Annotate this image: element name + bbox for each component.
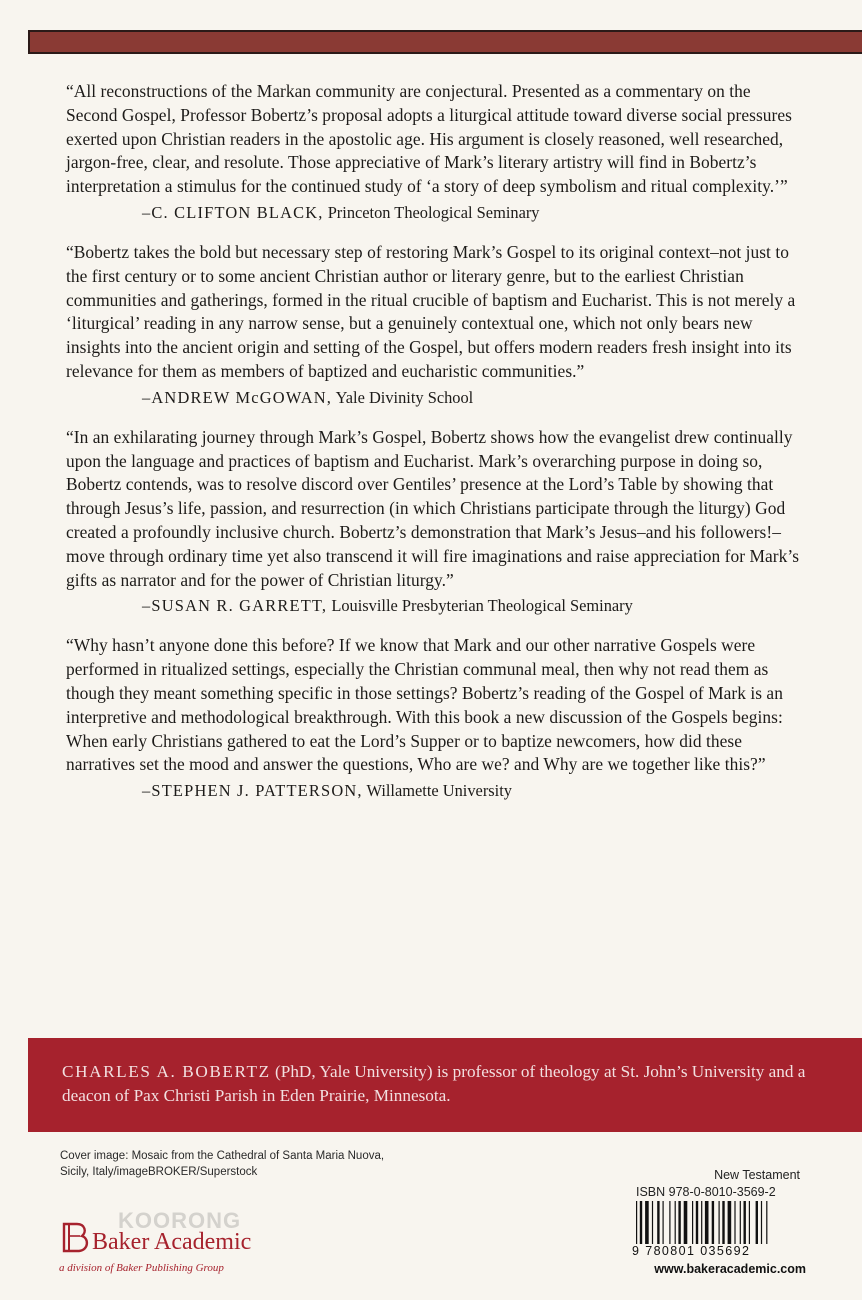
endorser-name: –SUSAN R. GARRETT, <box>142 596 328 616</box>
endorser-name: –ANDREW McGOWAN, <box>142 387 333 407</box>
barcode-digits: 9 780801 035692 <box>628 1244 807 1261</box>
publisher-name: Baker Academic <box>92 1229 252 1255</box>
endorser-name: –C. CLIFTON BLACK, <box>142 202 324 222</box>
endorsement <box>66 426 806 618</box>
endorser-affiliation: Princeton Theological Seminary <box>327 202 540 222</box>
endorsement-quote: “Bobertz takes the bold but necessary step of restoring Mark’s Gospel to its original context–not just to the first century or to some ancient Christian author or literary genre, but to the earliest Christian communities and gatherings, formed in the ritual crucible of baptism and Eucharist. This is not merely a ‘liturgical’ reading in any narrow sense, but a genuinely contextual one, which not only bears new insights into the ancient origin and setting of the Gospel, but offers modern readers fresh insight into its relevance for them as members of baptized and eucharistic communities.” <box>66 241 796 381</box>
watermark: KOORONG <box>118 1208 242 1233</box>
endorser-name: –STEPHEN J. PATTERSON, <box>142 781 363 801</box>
endorsement-attribution <box>142 780 806 802</box>
isbn: ISBN 978-0-8010-3569-2 <box>636 1185 776 1199</box>
endorsement-quote: “All reconstructions of the Markan community are conjectural. Presented as a commentary on the Second Gospel, Professor Bobertz’s proposal adopts a liturgical attitude toward diverse social pressures exerted upon Christian readers in the apostolic age. His argument is closely reasoned, well researched, jargon-free, clear, and resolute. Those appreciative of Mark’s literary artistry will find in Bobertz’s interpretation a stimulus for the continued study of ‘a story of deep symbolism and ritual complexity.’” <box>66 81 792 197</box>
publisher-subtitle: a division of Baker Publishing Group <box>59 1262 224 1274</box>
author-bio-band <box>28 1038 862 1132</box>
endorsement <box>66 80 806 224</box>
endorser-affiliation: Louisville Presbyterian Theological Seminary <box>331 596 633 616</box>
endorsement-quote: “Why hasn’t anyone done this before? If we know that Mark and our other narrative Gospels were performed in ritualized settings, especially the Christian communal meal, then why not read them as though they meant something specific in those settings? Bobertz’s reading of the Gospel of Mark is an interpretive and methodological breakthrough. With this book a new discussion of the Gospels begins: When early Christians gathered to eat the Lord’s Supper or to baptize newcomers, how did these narratives set the mood and answer the questions, Who are we? and Why are we together like this?” <box>66 635 783 775</box>
author-name: CHARLES A. BOBERTZ <box>62 1062 271 1081</box>
author-bio <box>62 1060 832 1108</box>
endorsement-attribution <box>142 202 806 224</box>
author-bio-text: (PhD, Yale University) is professor of theology at St. John’s University and a deacon of Pax Christi Parish in Eden Prairie, Minnesota. <box>62 1062 806 1105</box>
baker-b-icon <box>58 1220 92 1262</box>
endorsement-attribution <box>142 387 806 409</box>
endorsement <box>66 241 806 409</box>
endorser-affiliation: Willamette University <box>366 781 512 801</box>
cover-credit: Cover image: Mosaic from the Cathedral of Santa Maria Nuova, Sicily, Italy/imageBROKER/Superstock <box>60 1150 385 1178</box>
category-label: New Testament <box>714 1168 800 1182</box>
top-color-band <box>28 30 862 54</box>
endorser-affiliation: Yale Divinity School <box>335 387 474 407</box>
endorsements <box>66 80 806 819</box>
publisher-website: www.bakeracademic.com <box>654 1262 806 1276</box>
endorsement-attribution <box>142 595 806 617</box>
endorsement-quote: “In an exhilarating journey through Mark’s Gospel, Bobertz shows how the evangelist drew continually upon the language and practices of baptism and Eucharist. Mark’s overarching purpose in doing so, Bobertz contends, was to resolve discord over Gentiles’ presence at the Lord’s Table by showing that through Jesus’s life, passion, and resurrection (in which Christians participate through the liturgy) God created a profoundly inclusive church. Bobertz’s demonstration that Mark’s Jesus–and his followers!–move through ordinary time yet also transcend it will fire imaginations and raise appreciation for Mark’s gifts as narrator and for the power of Christian liturgy.” <box>66 426 800 590</box>
endorsement <box>66 634 806 802</box>
